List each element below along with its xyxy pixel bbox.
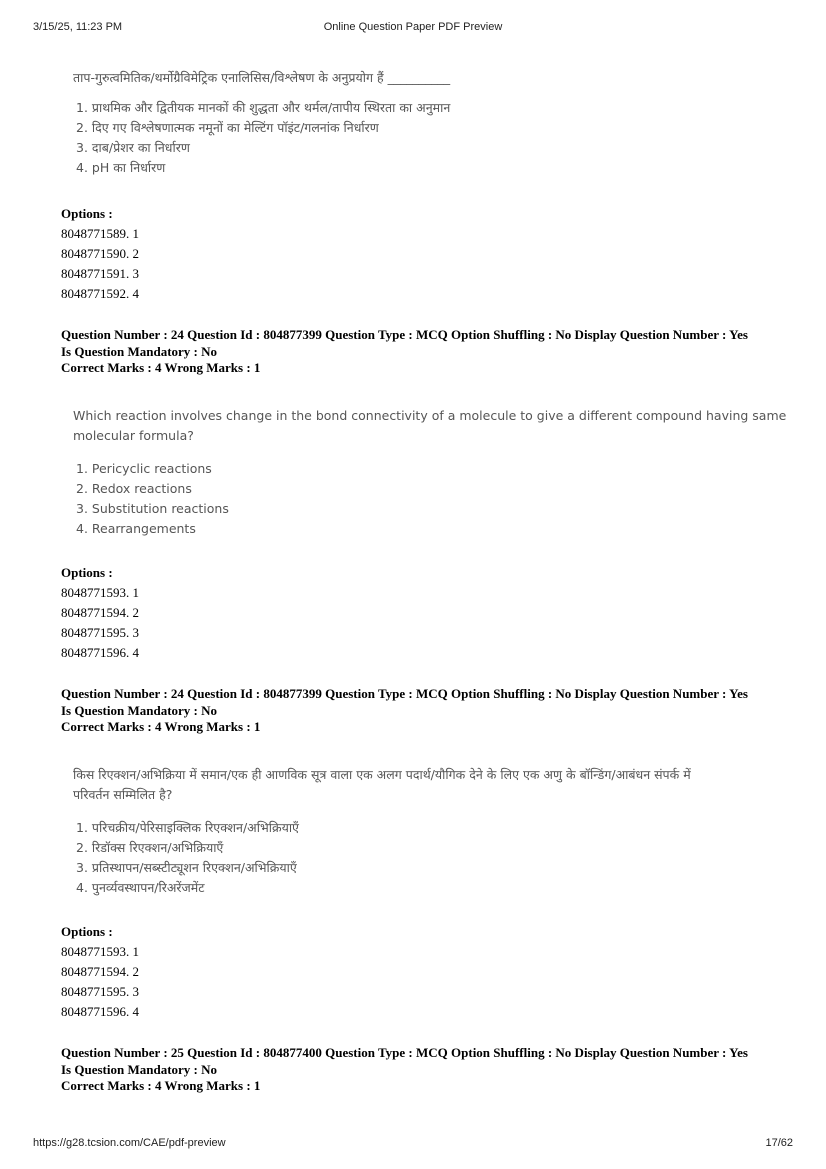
option-row: 8048771594. 2 — [61, 964, 139, 979]
option-row: 8048771596. 4 — [61, 645, 139, 660]
mandatory-line: Is Question Mandatory : No — [61, 702, 218, 718]
question-stem-line: molecular formula? — [73, 428, 194, 443]
question-stem-line: परिवर्तन सम्मिलित है? — [73, 787, 173, 802]
question-meta-line: Question Number : 24 Question Id : 804877399 Question Type : MCQ Option Shuffling : No Display Question Number : Yes — [61, 686, 748, 701]
mandatory-line: Is Question Mandatory : No — [61, 343, 218, 359]
options-block-2 — [61, 563, 139, 663]
answer-list — [73, 98, 450, 178]
marks-line: Correct Marks : 4 Wrong Marks : 1 — [61, 719, 261, 734]
option-row: 8048771596. 4 — [61, 1004, 139, 1019]
answer-item: 2. रिडॉक्स रिएक्शन/अभिक्रियाएँ — [76, 840, 224, 855]
question-meta-line: Question Number : 25 Question Id : 804877400 Question Type : MCQ Option Shuffling : No Display Question Number : Yes — [61, 1045, 748, 1060]
answer-item: 4. pH का निर्धारण — [76, 160, 166, 175]
question-meta-q24-en — [61, 327, 781, 377]
question-stem-line: किस रिएक्शन/अभिक्रिया में समान/एक ही आणविक सूत्र वाला एक अलग पदार्थ/यौगिक देने के लिए एक अणु के बॉन्डिंग/आबंधन संपर्क में — [73, 767, 691, 782]
marks-line: Correct Marks : 4 Wrong Marks : 1 — [61, 360, 261, 375]
option-row: 8048771595. 3 — [61, 625, 139, 640]
print-title: Online Question Paper PDF Preview — [323, 21, 503, 33]
option-row: 8048771594. 2 — [61, 605, 139, 620]
answer-item: 2. Redox reactions — [76, 481, 192, 496]
marks-line: Correct Marks : 4 Wrong Marks : 1 — [61, 1078, 261, 1093]
question-meta-q24-hi — [61, 686, 781, 736]
option-row: 8048771592. 4 — [61, 286, 139, 301]
option-row: 8048771593. 1 — [61, 585, 139, 600]
options-label: Options : — [61, 924, 113, 939]
question-image-q24-english — [73, 406, 786, 539]
options-block-3 — [61, 922, 139, 1022]
options-label: Options : — [61, 206, 113, 221]
page-number: 17/62 — [765, 1137, 793, 1149]
question-stem: ताप-गुरुत्वमितिक/थर्मोग्रैविमेट्रिक एनालिसिस/विश्लेषण के अनुप्रयोग हैं __________ — [73, 70, 451, 85]
answer-list — [73, 459, 786, 539]
option-row: 8048771590. 2 — [61, 246, 139, 261]
answer-item: 3. प्रतिस्थापन/सब्स्टीट्यूशन रिएक्शन/अभिक्रियाएँ — [76, 860, 297, 875]
option-row: 8048771591. 3 — [61, 266, 139, 281]
question-meta-line: Question Number : 24 Question Id : 804877399 Question Type : MCQ Option Shuffling : No Display Question Number : Yes — [61, 327, 748, 342]
answer-item: 1. परिचक्रीय/पेरिसाइक्लिक रिएक्शन/अभिक्रियाएँ — [76, 820, 299, 835]
page-url: https://g28.tcsion.com/CAE/pdf-preview — [33, 1137, 226, 1149]
question-stem-line: Which reaction involves change in the bond connectivity of a molecule to give a different compound having same — [73, 408, 787, 423]
question-image-q23-hindi — [73, 68, 450, 178]
answer-item: 3. Substitution reactions — [76, 501, 229, 516]
option-row: 8048771593. 1 — [61, 944, 139, 959]
answer-item: 4. Rearrangements — [76, 521, 196, 536]
mandatory-line: Is Question Mandatory : No — [61, 1061, 218, 1077]
answer-item: 1. प्राथमिक और द्वितीयक मानकों की शुद्धता और थर्मल/तापीय स्थिरता का अनुमान — [76, 100, 451, 115]
option-row: 8048771589. 1 — [61, 226, 139, 241]
question-meta-q25 — [61, 1045, 781, 1095]
question-image-q24-hindi — [73, 765, 691, 898]
answer-item: 3. दाब/प्रेशर का निर्धारण — [76, 140, 190, 155]
options-block-1 — [61, 204, 139, 304]
option-row: 8048771595. 3 — [61, 984, 139, 999]
answer-item: 1. Pericyclic reactions — [76, 461, 212, 476]
answer-item: 4. पुनर्व्यवस्थापन/रिअरेंजमेंट — [76, 880, 205, 895]
print-datetime: 3/15/25, 11:23 PM — [33, 21, 123, 33]
answer-list — [73, 818, 691, 898]
options-label: Options : — [61, 565, 113, 580]
answer-item: 2. दिए गए विश्लेषणात्मक नमूनों का मेल्टिंग पॉइंट/गलनांक निर्धारण — [76, 120, 379, 135]
